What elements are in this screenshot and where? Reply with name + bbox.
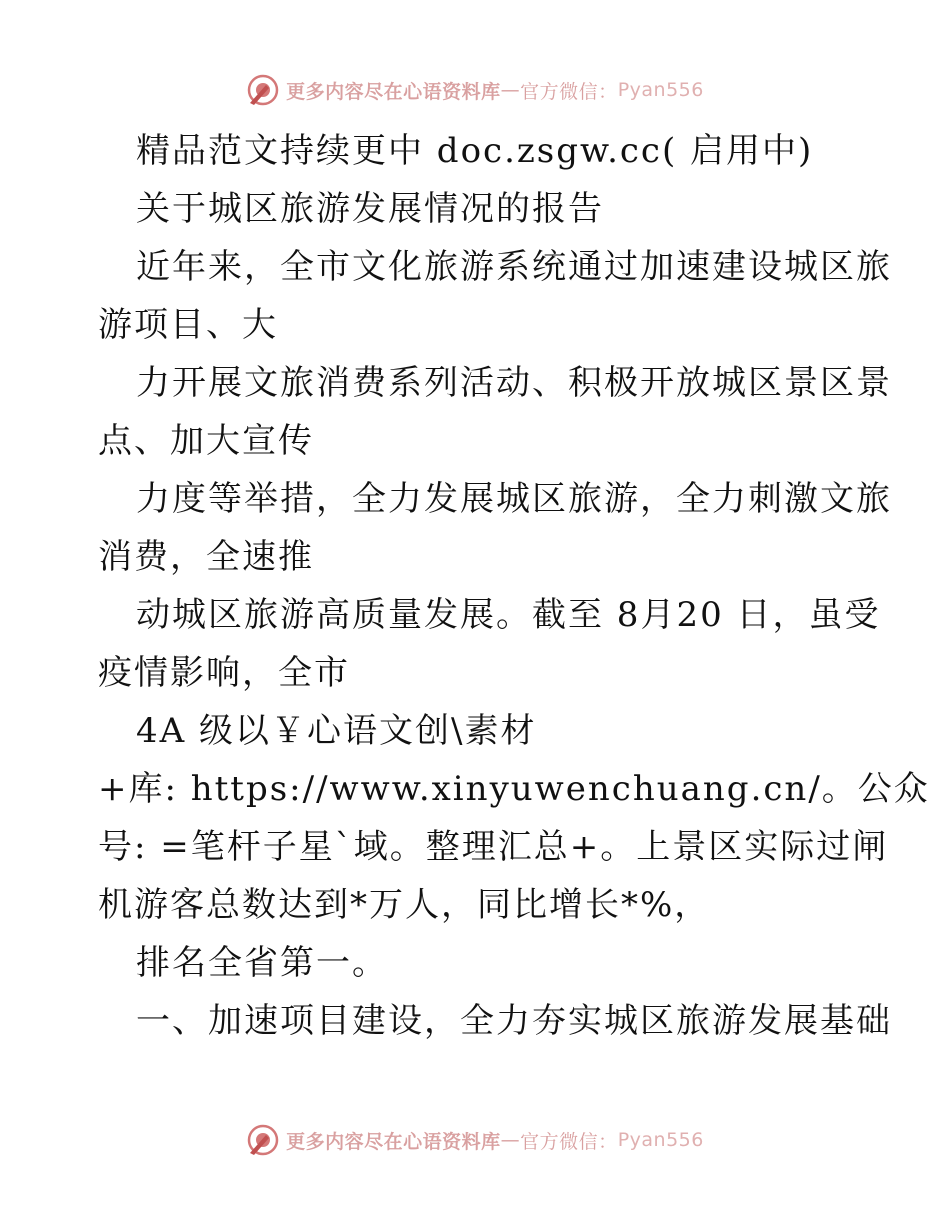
watermark-wechat-label: 官方微信： (520, 1130, 618, 1153)
pen-logo-icon (246, 1123, 280, 1157)
text-line: 疫情影响，全市 (98, 653, 350, 693)
text-line: 精品范文持续更中 doc.zsgw.cc( 启用中) (136, 131, 814, 171)
header-watermark (0, 70, 950, 110)
text-line: 力度等举措，全力发展城区旅游，全力刺激文旅 (136, 479, 892, 519)
text-line: 号: =笔杆子星`域。整理汇总+。上景区实际过闸 (98, 827, 889, 867)
footer-watermark (0, 1120, 950, 1160)
text-line: 消费，全速推 (98, 537, 314, 577)
text-line: 力开展文旅消费系列活动、积极开放城区景区景 (136, 363, 892, 403)
document-title: 关于城区旅游发展情况的报告 (136, 189, 604, 229)
text-line: 机游客总数达到*万人，同比增长*%， (98, 885, 711, 925)
watermark-separator: — (500, 79, 521, 101)
watermark-wechat-label: 官方微信： (520, 80, 618, 103)
pen-logo-icon (246, 73, 280, 107)
text-line: +库: https://www.xinyuwenchuang.cn/。公众 (98, 769, 930, 809)
section-heading: 一、加速项目建设，全力夯实城区旅游发展基础 (136, 1001, 892, 1041)
text-line: 点、加大宣传 (98, 421, 314, 461)
watermark-main-text: 更多内容尽在心语资料库 (286, 1130, 501, 1153)
watermark-wechat-id: Pyan556 (617, 1129, 704, 1151)
text-line: 游项目、大 (98, 305, 278, 345)
text-line: 动城区旅游高质量发展。截至 8月20 日，虽受 (136, 595, 881, 635)
text-line: 4A 级以￥心语文创\素材 (136, 711, 537, 751)
watermark-separator: — (500, 1129, 521, 1151)
text-line: 排名全省第一。 (136, 943, 388, 983)
watermark-wechat-id: Pyan556 (617, 79, 704, 101)
watermark-main-text: 更多内容尽在心语资料库 (286, 80, 501, 103)
text-line: 近年来，全市文化旅游系统通过加速建设城区旅 (136, 247, 892, 287)
